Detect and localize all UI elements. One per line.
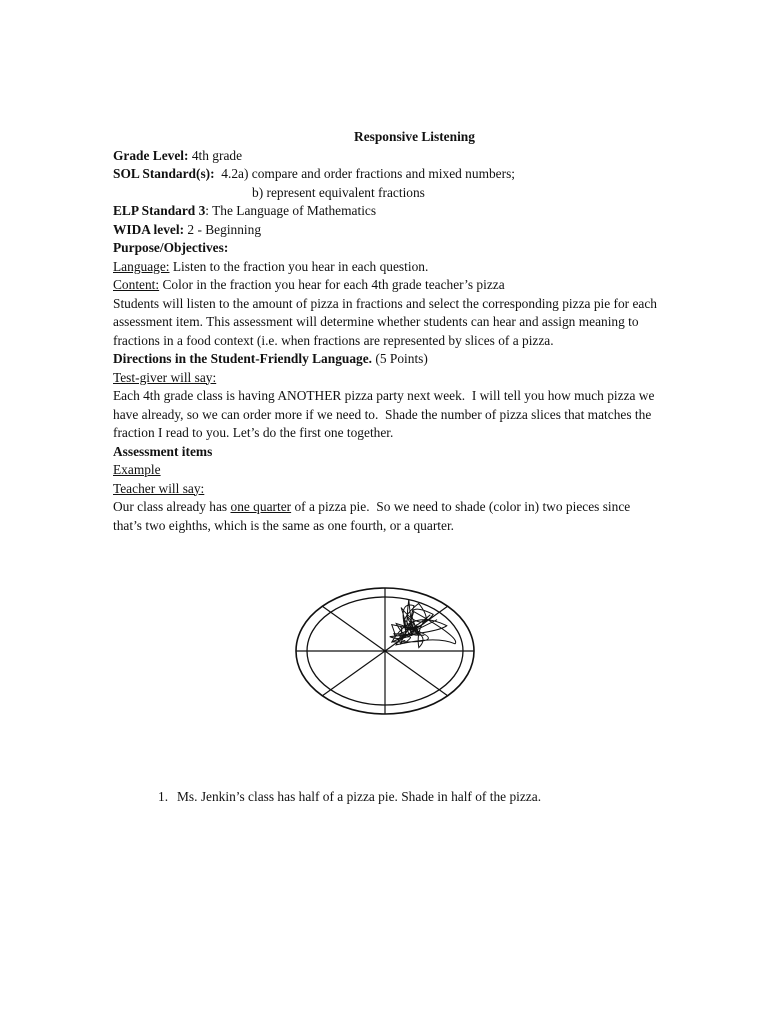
elp-standard-value: : The Language of Mathematics <box>205 203 377 218</box>
grade-level-line <box>113 147 658 166</box>
test-giver-text: Each 4th grade class is having ANOTHER pizza party next week. I will tell you how much pizza we have already, so we can order more if we need to. Shade the number of pizza slices that matches the fraction I read to you. Let’s do the first one together. <box>113 388 658 440</box>
example-label: Example <box>113 462 161 477</box>
test-giver-label: Test-giver will say: <box>113 369 217 385</box>
language-objective-text: Listen to the fraction you hear in each question. <box>169 258 429 274</box>
example-text-part-1: Our class already has <box>113 499 231 514</box>
elp-standard-label: ELP Standard 3 <box>113 203 206 218</box>
directions-heading: Directions in the Student-Friendly Language. <box>113 351 373 366</box>
language-objective-label: Language: <box>113 258 170 274</box>
worksheet-page <box>113 128 658 535</box>
example-pizza-figure <box>294 586 476 716</box>
grade-level-value: 4th grade <box>188 147 243 163</box>
elp-standard-line <box>113 202 658 221</box>
content-objective-text: Color in the fraction you hear for each 4th grade teacher’s pizza <box>159 277 505 292</box>
pizza-icon <box>294 586 476 716</box>
grade-level-label: Grade Level: <box>113 147 189 163</box>
purpose-description: Students will listen to the amount of pizza in fractions and select the corresponding pizza pie for each assessment item. This assessment will determine whether students can hear and assign meaning to fractions in a food context (i.e. when fractions are represented by slices of a pizza. <box>113 295 658 348</box>
wida-level-label: WIDA level: <box>113 221 185 237</box>
page-title: Responsive Listening <box>354 129 475 144</box>
sol-standard-value-b: b) represent equivalent fractions <box>252 184 425 200</box>
example-text <box>113 498 658 535</box>
wida-level-value: 2 - Beginning <box>184 221 262 237</box>
content-objective-line <box>113 276 658 295</box>
directions-points: (5 Points) <box>372 351 428 366</box>
purpose-heading: Purpose/Objectives: <box>113 240 229 255</box>
example-text-one-quarter: one quarter <box>230 499 292 514</box>
content-objective-label: Content: <box>113 277 160 292</box>
sol-standard-value-a: 4.2a) compare and order fractions and mixed numbers; <box>214 166 516 181</box>
question-1-text: Ms. Jenkin’s class has half of a pizza pie. Shade in half of the pizza. <box>177 789 542 804</box>
question-1 <box>158 788 541 807</box>
teacher-say-label: Teacher will say: <box>113 480 205 496</box>
example-text-part-2: of a pizza pie. So we need to shade (color in) two pieces since that’s two eighths, which is the same as one fourth, or a quarter. <box>113 499 634 533</box>
question-1-number: 1. <box>158 789 169 804</box>
sol-standard-line <box>113 165 658 184</box>
directions-heading-line <box>113 350 658 369</box>
language-objective-line <box>113 258 658 277</box>
sol-standard-label: SOL Standard(s): <box>113 166 215 181</box>
assessment-heading: Assessment items <box>113 443 213 459</box>
wida-level-line <box>113 221 658 240</box>
